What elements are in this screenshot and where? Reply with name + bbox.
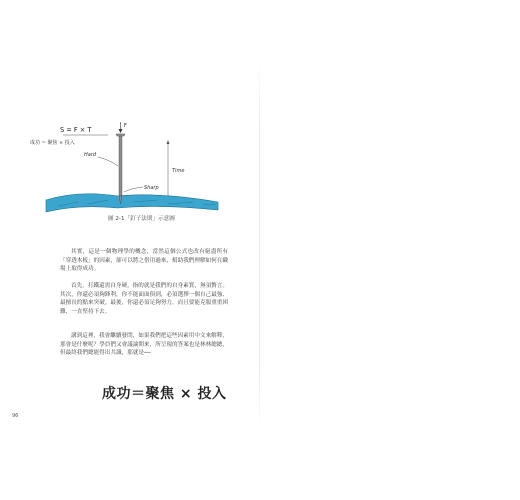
figure-label-time: Time — [172, 168, 185, 174]
right-page — [260, 0, 520, 500]
figure-formula-annotation: 成功 = 聚焦 × 投入 — [30, 140, 75, 146]
force-arrowhead — [119, 129, 123, 133]
left-paragraph-3: 講到這裡，我會繼續發問，如果我們把這些因素用中文來解釋，那會是什麼呢？學員們又會議論開來，所呈現的答案也是林林總總，但最終我們總能得出共識，那就是── — [60, 333, 228, 357]
figure-label-sharp: Sharp — [144, 185, 159, 191]
left-paragraph-1: 其實，這是一個物理學的概念，當然這個公式也改有窮盡所有「穿透木板」的因素，卻可以將之借用過來，幫助我們理解如何在職場上取得成功。 — [60, 249, 228, 273]
left-paragraph-2: 首先，打鐵還需自身硬，指的就是我們的自身素質，無須贅言。其次，你還必須夠鋒利，你不能面面俱到，必須選擇一個自己最強、最擅長的點來突破。最後，你還必須足夠努力，而且要能克服重重困難，一直堅持下去。 — [60, 283, 228, 315]
left-page-number: 96 — [12, 413, 19, 419]
figure-caption: 圖 2-1「釘子法則」示意圖 — [108, 216, 175, 222]
left-page — [0, 0, 259, 500]
figure-formula-top: S = F × T — [60, 126, 92, 134]
wood-board — [46, 194, 218, 212]
nail-shaft — [119, 134, 122, 196]
figure-label-hard: Hard — [84, 152, 97, 158]
nail-head — [116, 134, 125, 136]
svg-text:F: F — [124, 123, 127, 129]
success-formula: 成功＝聚焦 × 投入 — [102, 386, 227, 402]
